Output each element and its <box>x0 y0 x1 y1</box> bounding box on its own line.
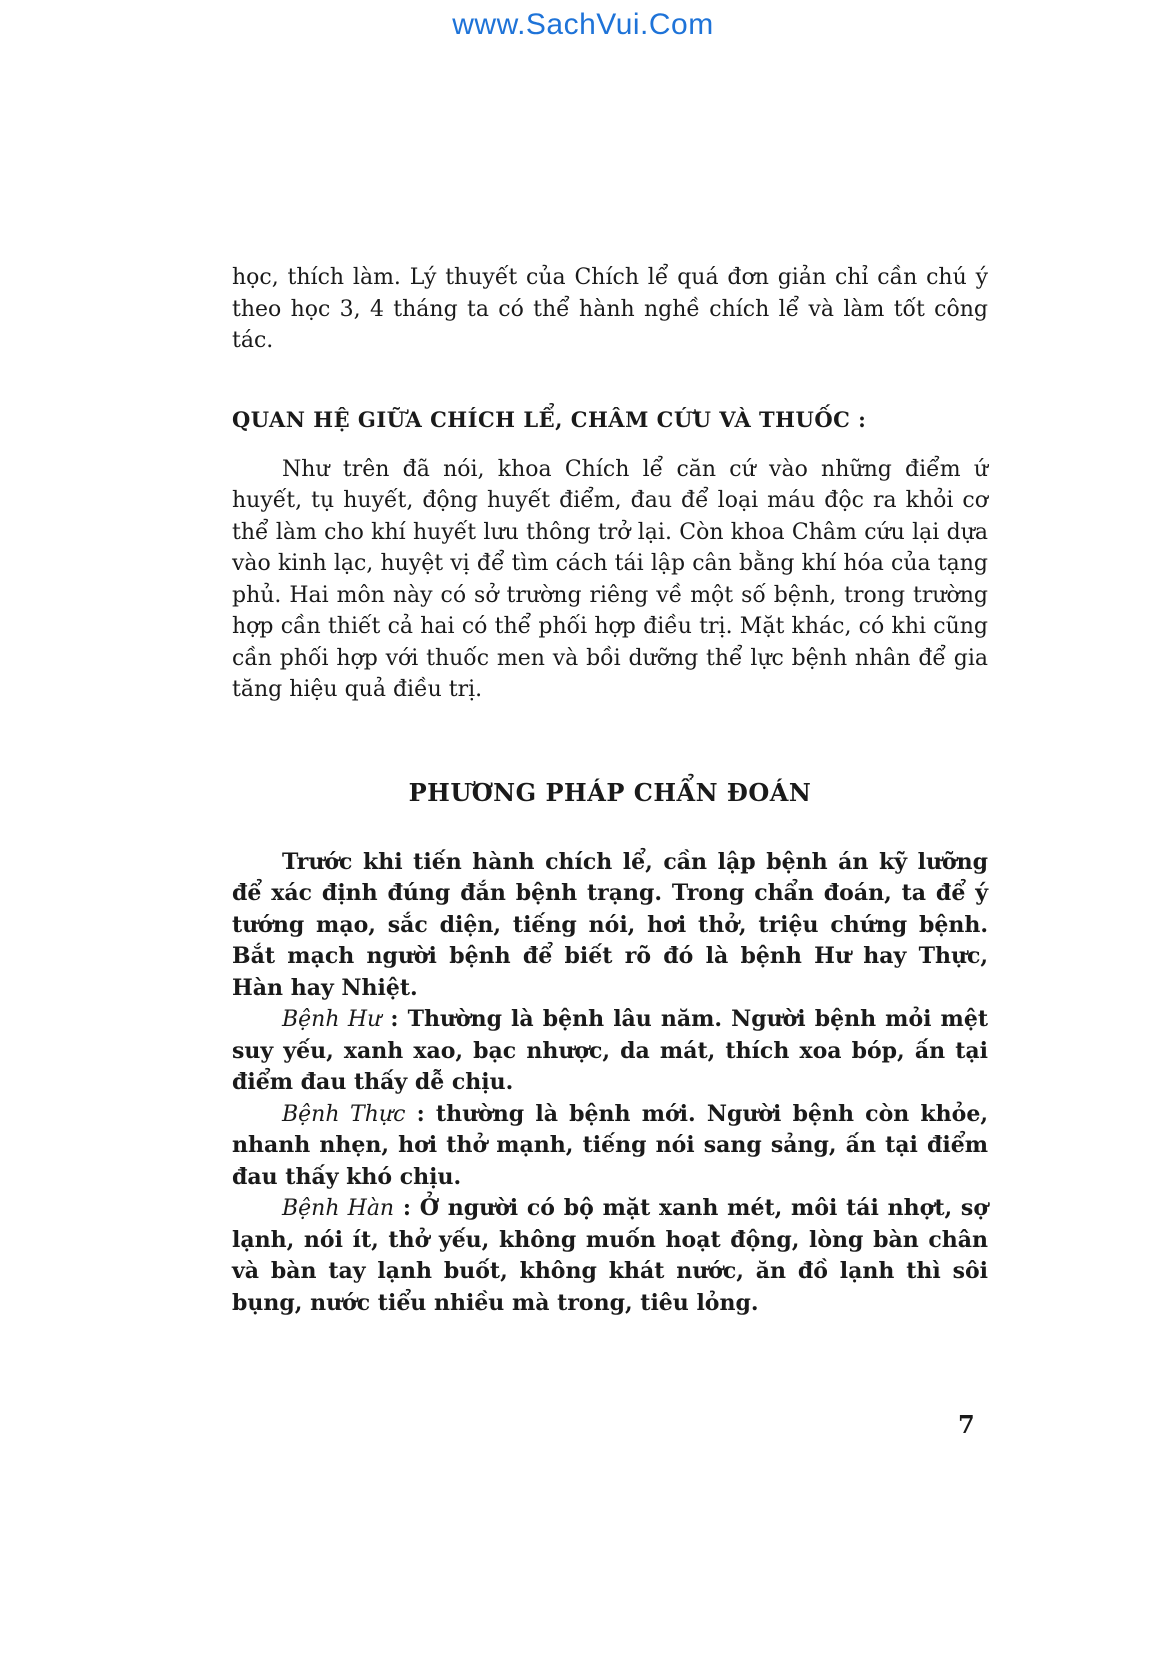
text-benh-hu: : Thường là bệnh lâu năm. Người bệnh mỏi mệt suy yếu, xanh xao, bạc nhược, da mát, thích xoa bóp, ấn tại điểm đau thấy dễ chịu. <box>232 1006 988 1095</box>
watermark-url: www.SachVui.Com <box>452 8 714 41</box>
page-number: 7 <box>958 1410 975 1439</box>
term-benh-han: Bệnh Hàn <box>282 1196 395 1221</box>
text-benh-thuc: : thường là bệnh mới. Người bệnh còn khỏe, nhanh nhẹn, hơi thở mạnh, tiếng nói sang sảng, ấn tại điểm đau thấy khó chịu. <box>232 1100 989 1190</box>
text-benh-han: : Ở người có bộ mặt xanh mét, môi tái nhợt, sợ lạnh, nói ít, thở yếu, không muốn hoạt động, lòng bàn chân và bàn tay lạnh buốt, không khát nước, ăn đồ lạnh thì sôi bụng, nước tiểu nhiều mà trong, tiêu lỏng. <box>232 1195 988 1316</box>
relation-heading: QUAN HỆ GIỮA CHÍCH LỂ, CHÂM CỨU VÀ THUỐC : <box>232 406 867 432</box>
diagnosis-item-thuc <box>232 1099 988 1194</box>
page-content <box>232 262 988 1319</box>
term-benh-hu: Bệnh Hư <box>282 1007 382 1032</box>
diagnosis-title: PHƯƠNG PHÁP CHẨN ĐOÁN <box>408 777 812 807</box>
term-benh-thuc: Bệnh Thực <box>282 1101 406 1127</box>
diagnosis-item-hu <box>232 1004 988 1099</box>
diagnosis-item-han <box>232 1193 988 1319</box>
relation-paragraph: Như trên đã nói, khoa Chích lể căn cứ vào những điểm ứ huyết, tụ huyết, động huyết điểm, đau để loại máu độc ra khỏi cơ thể làm cho khí huyết lưu thông trở lại. Còn khoa Châm cứu lại dựa vào kinh lạc, huyệt vị để tìm cách tái lập cân bằng khí hóa của tạng phủ. Hai môn này có sở trường riêng về một số bệnh, trong trường hợp cần thiết cả hai có thể phối hợp điều trị. Mặt khác, có khi cũng cần phối hợp với thuốc men và bồi dưỡng thể lực bệnh nhân để gia tăng hiệu quả điều trị. <box>232 456 988 702</box>
intro-paragraph: học, thích làm. Lý thuyết của Chích lể quá đơn giản chỉ cần chú ý theo học 3, 4 tháng ta có thể hành nghề chích lể và làm tốt công tác. <box>232 265 988 353</box>
diagnosis-intro-paragraph: Trước khi tiến hành chích lể, cần lập bệnh án kỹ lưỡng để xác định đúng đắn bệnh trạng. Trong chẩn đoán, ta để ý tướng mạo, sắc diện, tiếng nói, hơi thở, triệu chứng bệnh. Bắt mạch người bệnh để biết rõ đó là bệnh Hư hay Thực, Hàn hay Nhiệt. <box>232 848 988 1001</box>
